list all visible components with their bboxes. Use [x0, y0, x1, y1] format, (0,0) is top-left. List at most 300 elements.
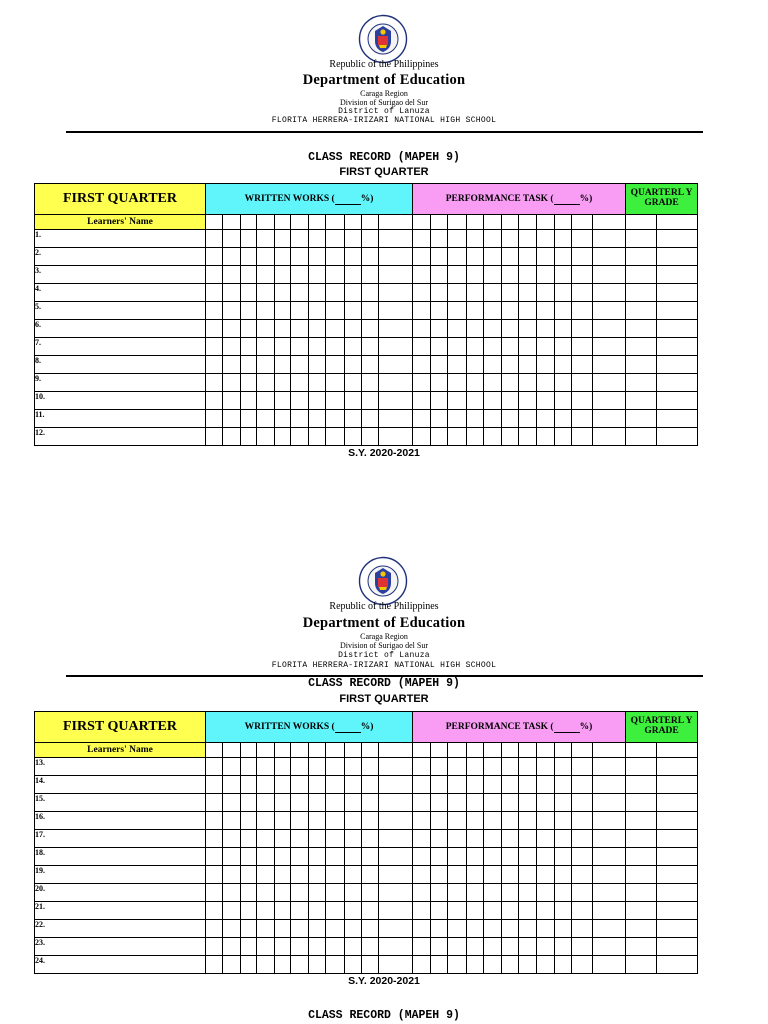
score-cell[interactable]	[206, 830, 223, 848]
score-cell[interactable]	[206, 884, 223, 902]
score-cell[interactable]	[379, 794, 413, 812]
score-cell[interactable]	[657, 284, 698, 302]
score-cell[interactable]	[537, 794, 555, 812]
score-cell[interactable]	[572, 902, 593, 920]
score-cell[interactable]	[431, 392, 448, 410]
score-cell[interactable]	[502, 410, 519, 428]
score-cell[interactable]	[467, 374, 484, 392]
score-cell[interactable]	[206, 320, 223, 338]
score-cell[interactable]	[241, 428, 257, 446]
score-cell[interactable]	[241, 230, 257, 248]
score-cell[interactable]	[537, 338, 555, 356]
score-cell[interactable]	[431, 902, 448, 920]
score-cell[interactable]	[431, 830, 448, 848]
score-cell[interactable]	[519, 938, 537, 956]
score-cell[interactable]	[572, 794, 593, 812]
score-cell[interactable]	[467, 338, 484, 356]
score-cell[interactable]	[593, 215, 626, 230]
score-cell[interactable]	[241, 776, 257, 794]
score-cell[interactable]	[448, 830, 467, 848]
score-cell[interactable]	[309, 302, 326, 320]
score-cell[interactable]	[519, 812, 537, 830]
score-cell[interactable]	[537, 743, 555, 758]
score-cell[interactable]	[223, 848, 241, 866]
score-cell[interactable]	[431, 866, 448, 884]
score-cell[interactable]	[326, 428, 345, 446]
score-cell[interactable]	[657, 938, 698, 956]
score-cell[interactable]	[309, 428, 326, 446]
score-cell[interactable]	[537, 830, 555, 848]
score-cell[interactable]	[448, 266, 467, 284]
score-cell[interactable]	[326, 215, 345, 230]
score-cell[interactable]	[657, 374, 698, 392]
score-cell[interactable]	[309, 392, 326, 410]
score-cell[interactable]	[413, 812, 431, 830]
score-cell[interactable]	[657, 302, 698, 320]
score-cell[interactable]	[223, 230, 241, 248]
score-cell[interactable]	[345, 230, 362, 248]
score-cell[interactable]	[241, 884, 257, 902]
score-cell[interactable]	[362, 902, 379, 920]
score-cell[interactable]	[379, 215, 413, 230]
score-cell[interactable]	[593, 830, 626, 848]
score-cell[interactable]	[275, 794, 291, 812]
score-cell[interactable]	[362, 374, 379, 392]
score-cell[interactable]	[593, 956, 626, 974]
score-cell[interactable]	[555, 410, 572, 428]
score-cell[interactable]	[593, 848, 626, 866]
score-cell[interactable]	[555, 956, 572, 974]
score-cell[interactable]	[223, 392, 241, 410]
score-cell[interactable]	[326, 794, 345, 812]
score-cell[interactable]	[448, 866, 467, 884]
score-cell[interactable]	[206, 920, 223, 938]
score-cell[interactable]	[467, 356, 484, 374]
score-cell[interactable]	[448, 902, 467, 920]
score-cell[interactable]	[555, 848, 572, 866]
score-cell[interactable]	[657, 230, 698, 248]
score-cell[interactable]	[413, 320, 431, 338]
score-cell[interactable]	[572, 302, 593, 320]
score-cell[interactable]	[241, 758, 257, 776]
score-cell[interactable]	[593, 794, 626, 812]
score-cell[interactable]	[448, 410, 467, 428]
score-cell[interactable]	[431, 428, 448, 446]
score-cell[interactable]	[502, 215, 519, 230]
learner-name-cell[interactable]	[35, 884, 206, 902]
score-cell[interactable]	[572, 266, 593, 284]
score-cell[interactable]	[484, 428, 502, 446]
score-cell[interactable]	[241, 410, 257, 428]
score-cell[interactable]	[519, 320, 537, 338]
score-cell[interactable]	[431, 956, 448, 974]
score-cell[interactable]	[431, 884, 448, 902]
score-cell[interactable]	[241, 320, 257, 338]
score-cell[interactable]	[362, 428, 379, 446]
score-cell[interactable]	[502, 902, 519, 920]
score-cell[interactable]	[275, 410, 291, 428]
score-cell[interactable]	[275, 830, 291, 848]
learner-name-cell[interactable]	[35, 356, 206, 374]
score-cell[interactable]	[448, 938, 467, 956]
score-cell[interactable]	[379, 338, 413, 356]
score-cell[interactable]	[448, 920, 467, 938]
score-cell[interactable]	[467, 938, 484, 956]
score-cell[interactable]	[519, 410, 537, 428]
score-cell[interactable]	[362, 794, 379, 812]
score-cell[interactable]	[626, 428, 657, 446]
score-cell[interactable]	[275, 848, 291, 866]
score-cell[interactable]	[362, 302, 379, 320]
score-cell[interactable]	[206, 428, 223, 446]
score-cell[interactable]	[484, 812, 502, 830]
score-cell[interactable]	[502, 266, 519, 284]
score-cell[interactable]	[626, 920, 657, 938]
learner-name-cell[interactable]	[35, 302, 206, 320]
score-cell[interactable]	[223, 356, 241, 374]
score-cell[interactable]	[291, 902, 309, 920]
score-cell[interactable]	[484, 776, 502, 794]
score-cell[interactable]	[275, 776, 291, 794]
score-cell[interactable]	[362, 758, 379, 776]
score-cell[interactable]	[241, 248, 257, 266]
score-cell[interactable]	[593, 938, 626, 956]
score-cell[interactable]	[413, 410, 431, 428]
score-cell[interactable]	[206, 392, 223, 410]
score-cell[interactable]	[537, 284, 555, 302]
score-cell[interactable]	[537, 776, 555, 794]
score-cell[interactable]	[572, 848, 593, 866]
score-cell[interactable]	[206, 902, 223, 920]
score-cell[interactable]	[555, 812, 572, 830]
score-cell[interactable]	[626, 248, 657, 266]
learner-name-cell[interactable]	[35, 938, 206, 956]
score-cell[interactable]	[326, 230, 345, 248]
score-cell[interactable]	[593, 866, 626, 884]
score-cell[interactable]	[448, 374, 467, 392]
score-cell[interactable]	[223, 248, 241, 266]
score-cell[interactable]	[223, 902, 241, 920]
score-cell[interactable]	[572, 215, 593, 230]
score-cell[interactable]	[379, 758, 413, 776]
score-cell[interactable]	[362, 248, 379, 266]
score-cell[interactable]	[467, 302, 484, 320]
learner-name-cell[interactable]	[35, 776, 206, 794]
score-cell[interactable]	[413, 956, 431, 974]
score-cell[interactable]	[555, 320, 572, 338]
score-cell[interactable]	[345, 812, 362, 830]
score-cell[interactable]	[223, 266, 241, 284]
score-cell[interactable]	[555, 902, 572, 920]
score-cell[interactable]	[223, 374, 241, 392]
score-cell[interactable]	[657, 338, 698, 356]
score-cell[interactable]	[345, 320, 362, 338]
score-cell[interactable]	[223, 794, 241, 812]
score-cell[interactable]	[413, 230, 431, 248]
score-cell[interactable]	[309, 410, 326, 428]
score-cell[interactable]	[448, 230, 467, 248]
score-cell[interactable]	[467, 956, 484, 974]
score-cell[interactable]	[593, 320, 626, 338]
score-cell[interactable]	[241, 794, 257, 812]
score-cell[interactable]	[362, 866, 379, 884]
score-cell[interactable]	[345, 794, 362, 812]
score-cell[interactable]	[223, 338, 241, 356]
learner-name-cell[interactable]	[35, 758, 206, 776]
score-cell[interactable]	[275, 338, 291, 356]
score-cell[interactable]	[519, 758, 537, 776]
score-cell[interactable]	[555, 830, 572, 848]
score-cell[interactable]	[484, 266, 502, 284]
score-cell[interactable]	[657, 866, 698, 884]
score-cell[interactable]	[484, 320, 502, 338]
score-cell[interactable]	[309, 956, 326, 974]
score-cell[interactable]	[413, 392, 431, 410]
score-cell[interactable]	[241, 215, 257, 230]
score-cell[interactable]	[413, 215, 431, 230]
score-cell[interactable]	[484, 374, 502, 392]
score-cell[interactable]	[657, 920, 698, 938]
score-cell[interactable]	[626, 794, 657, 812]
score-cell[interactable]	[223, 884, 241, 902]
score-cell[interactable]	[309, 794, 326, 812]
score-cell[interactable]	[379, 248, 413, 266]
score-cell[interactable]	[657, 884, 698, 902]
score-cell[interactable]	[413, 884, 431, 902]
score-cell[interactable]	[502, 938, 519, 956]
score-cell[interactable]	[431, 248, 448, 266]
score-cell[interactable]	[657, 830, 698, 848]
score-cell[interactable]	[291, 812, 309, 830]
score-cell[interactable]	[257, 302, 275, 320]
score-cell[interactable]	[206, 956, 223, 974]
score-cell[interactable]	[555, 374, 572, 392]
score-cell[interactable]	[502, 920, 519, 938]
score-cell[interactable]	[626, 374, 657, 392]
score-cell[interactable]	[257, 812, 275, 830]
score-cell[interactable]	[448, 794, 467, 812]
score-cell[interactable]	[537, 938, 555, 956]
score-cell[interactable]	[379, 230, 413, 248]
score-cell[interactable]	[413, 266, 431, 284]
score-cell[interactable]	[431, 812, 448, 830]
score-cell[interactable]	[593, 392, 626, 410]
score-cell[interactable]	[467, 758, 484, 776]
score-cell[interactable]	[223, 302, 241, 320]
score-cell[interactable]	[537, 248, 555, 266]
score-cell[interactable]	[291, 776, 309, 794]
score-cell[interactable]	[362, 284, 379, 302]
score-cell[interactable]	[555, 866, 572, 884]
score-cell[interactable]	[223, 830, 241, 848]
score-cell[interactable]	[345, 902, 362, 920]
score-cell[interactable]	[657, 812, 698, 830]
score-cell[interactable]	[275, 920, 291, 938]
score-cell[interactable]	[484, 866, 502, 884]
score-cell[interactable]	[519, 920, 537, 938]
score-cell[interactable]	[241, 284, 257, 302]
score-cell[interactable]	[309, 215, 326, 230]
score-cell[interactable]	[326, 338, 345, 356]
learner-name-cell[interactable]	[35, 266, 206, 284]
score-cell[interactable]	[257, 866, 275, 884]
score-cell[interactable]	[593, 902, 626, 920]
score-cell[interactable]	[626, 938, 657, 956]
score-cell[interactable]	[502, 392, 519, 410]
score-cell[interactable]	[309, 743, 326, 758]
score-cell[interactable]	[326, 758, 345, 776]
score-cell[interactable]	[291, 320, 309, 338]
score-cell[interactable]	[345, 338, 362, 356]
score-cell[interactable]	[467, 230, 484, 248]
score-cell[interactable]	[326, 938, 345, 956]
learner-name-cell[interactable]	[35, 956, 206, 974]
score-cell[interactable]	[484, 902, 502, 920]
score-cell[interactable]	[345, 284, 362, 302]
score-cell[interactable]	[345, 410, 362, 428]
score-cell[interactable]	[502, 830, 519, 848]
score-cell[interactable]	[413, 830, 431, 848]
score-cell[interactable]	[657, 743, 698, 758]
score-cell[interactable]	[326, 848, 345, 866]
score-cell[interactable]	[206, 743, 223, 758]
score-cell[interactable]	[291, 248, 309, 266]
score-cell[interactable]	[241, 938, 257, 956]
score-cell[interactable]	[206, 776, 223, 794]
score-cell[interactable]	[379, 356, 413, 374]
score-cell[interactable]	[467, 866, 484, 884]
score-cell[interactable]	[379, 320, 413, 338]
score-cell[interactable]	[555, 302, 572, 320]
score-cell[interactable]	[345, 428, 362, 446]
score-cell[interactable]	[345, 776, 362, 794]
score-cell[interactable]	[448, 758, 467, 776]
score-cell[interactable]	[326, 266, 345, 284]
score-cell[interactable]	[555, 743, 572, 758]
score-cell[interactable]	[572, 248, 593, 266]
score-cell[interactable]	[379, 866, 413, 884]
score-cell[interactable]	[362, 776, 379, 794]
score-cell[interactable]	[467, 266, 484, 284]
score-cell[interactable]	[241, 356, 257, 374]
score-cell[interactable]	[241, 812, 257, 830]
score-cell[interactable]	[362, 743, 379, 758]
score-cell[interactable]	[257, 902, 275, 920]
score-cell[interactable]	[379, 920, 413, 938]
score-cell[interactable]	[502, 884, 519, 902]
learner-name-cell[interactable]	[35, 248, 206, 266]
learner-name-cell[interactable]	[35, 320, 206, 338]
score-cell[interactable]	[572, 428, 593, 446]
score-cell[interactable]	[326, 830, 345, 848]
score-cell[interactable]	[467, 320, 484, 338]
score-cell[interactable]	[502, 284, 519, 302]
score-cell[interactable]	[206, 284, 223, 302]
score-cell[interactable]	[275, 248, 291, 266]
score-cell[interactable]	[484, 248, 502, 266]
score-cell[interactable]	[309, 866, 326, 884]
score-cell[interactable]	[467, 392, 484, 410]
score-cell[interactable]	[291, 284, 309, 302]
score-cell[interactable]	[309, 812, 326, 830]
score-cell[interactable]	[572, 812, 593, 830]
score-cell[interactable]	[484, 392, 502, 410]
score-cell[interactable]	[626, 902, 657, 920]
learner-name-cell[interactable]	[35, 410, 206, 428]
score-cell[interactable]	[413, 743, 431, 758]
score-cell[interactable]	[593, 920, 626, 938]
score-cell[interactable]	[223, 743, 241, 758]
score-cell[interactable]	[431, 215, 448, 230]
score-cell[interactable]	[379, 428, 413, 446]
score-cell[interactable]	[537, 956, 555, 974]
score-cell[interactable]	[379, 743, 413, 758]
score-cell[interactable]	[326, 776, 345, 794]
score-cell[interactable]	[379, 776, 413, 794]
score-cell[interactable]	[448, 392, 467, 410]
score-cell[interactable]	[431, 320, 448, 338]
score-cell[interactable]	[223, 956, 241, 974]
score-cell[interactable]	[484, 284, 502, 302]
learner-name-cell[interactable]	[35, 428, 206, 446]
score-cell[interactable]	[467, 743, 484, 758]
score-cell[interactable]	[257, 374, 275, 392]
score-cell[interactable]	[206, 410, 223, 428]
score-cell[interactable]	[519, 794, 537, 812]
score-cell[interactable]	[467, 812, 484, 830]
score-cell[interactable]	[537, 392, 555, 410]
score-cell[interactable]	[241, 956, 257, 974]
score-cell[interactable]	[431, 938, 448, 956]
score-cell[interactable]	[572, 410, 593, 428]
score-cell[interactable]	[626, 410, 657, 428]
learner-name-cell[interactable]	[35, 230, 206, 248]
score-cell[interactable]	[326, 920, 345, 938]
score-cell[interactable]	[484, 848, 502, 866]
score-cell[interactable]	[257, 794, 275, 812]
score-cell[interactable]	[657, 215, 698, 230]
score-cell[interactable]	[309, 830, 326, 848]
score-cell[interactable]	[657, 902, 698, 920]
score-cell[interactable]	[484, 743, 502, 758]
learner-name-cell[interactable]	[35, 374, 206, 392]
score-cell[interactable]	[345, 743, 362, 758]
score-cell[interactable]	[257, 284, 275, 302]
score-cell[interactable]	[257, 830, 275, 848]
score-cell[interactable]	[257, 884, 275, 902]
score-cell[interactable]	[467, 794, 484, 812]
score-cell[interactable]	[241, 338, 257, 356]
score-cell[interactable]	[626, 230, 657, 248]
score-cell[interactable]	[502, 248, 519, 266]
score-cell[interactable]	[206, 794, 223, 812]
score-cell[interactable]	[241, 830, 257, 848]
score-cell[interactable]	[257, 938, 275, 956]
score-cell[interactable]	[448, 248, 467, 266]
score-cell[interactable]	[326, 356, 345, 374]
score-cell[interactable]	[362, 830, 379, 848]
score-cell[interactable]	[467, 776, 484, 794]
score-cell[interactable]	[291, 410, 309, 428]
score-cell[interactable]	[657, 392, 698, 410]
score-cell[interactable]	[657, 794, 698, 812]
score-cell[interactable]	[537, 356, 555, 374]
score-cell[interactable]	[519, 848, 537, 866]
score-cell[interactable]	[345, 266, 362, 284]
score-cell[interactable]	[291, 866, 309, 884]
score-cell[interactable]	[291, 338, 309, 356]
score-cell[interactable]	[537, 758, 555, 776]
